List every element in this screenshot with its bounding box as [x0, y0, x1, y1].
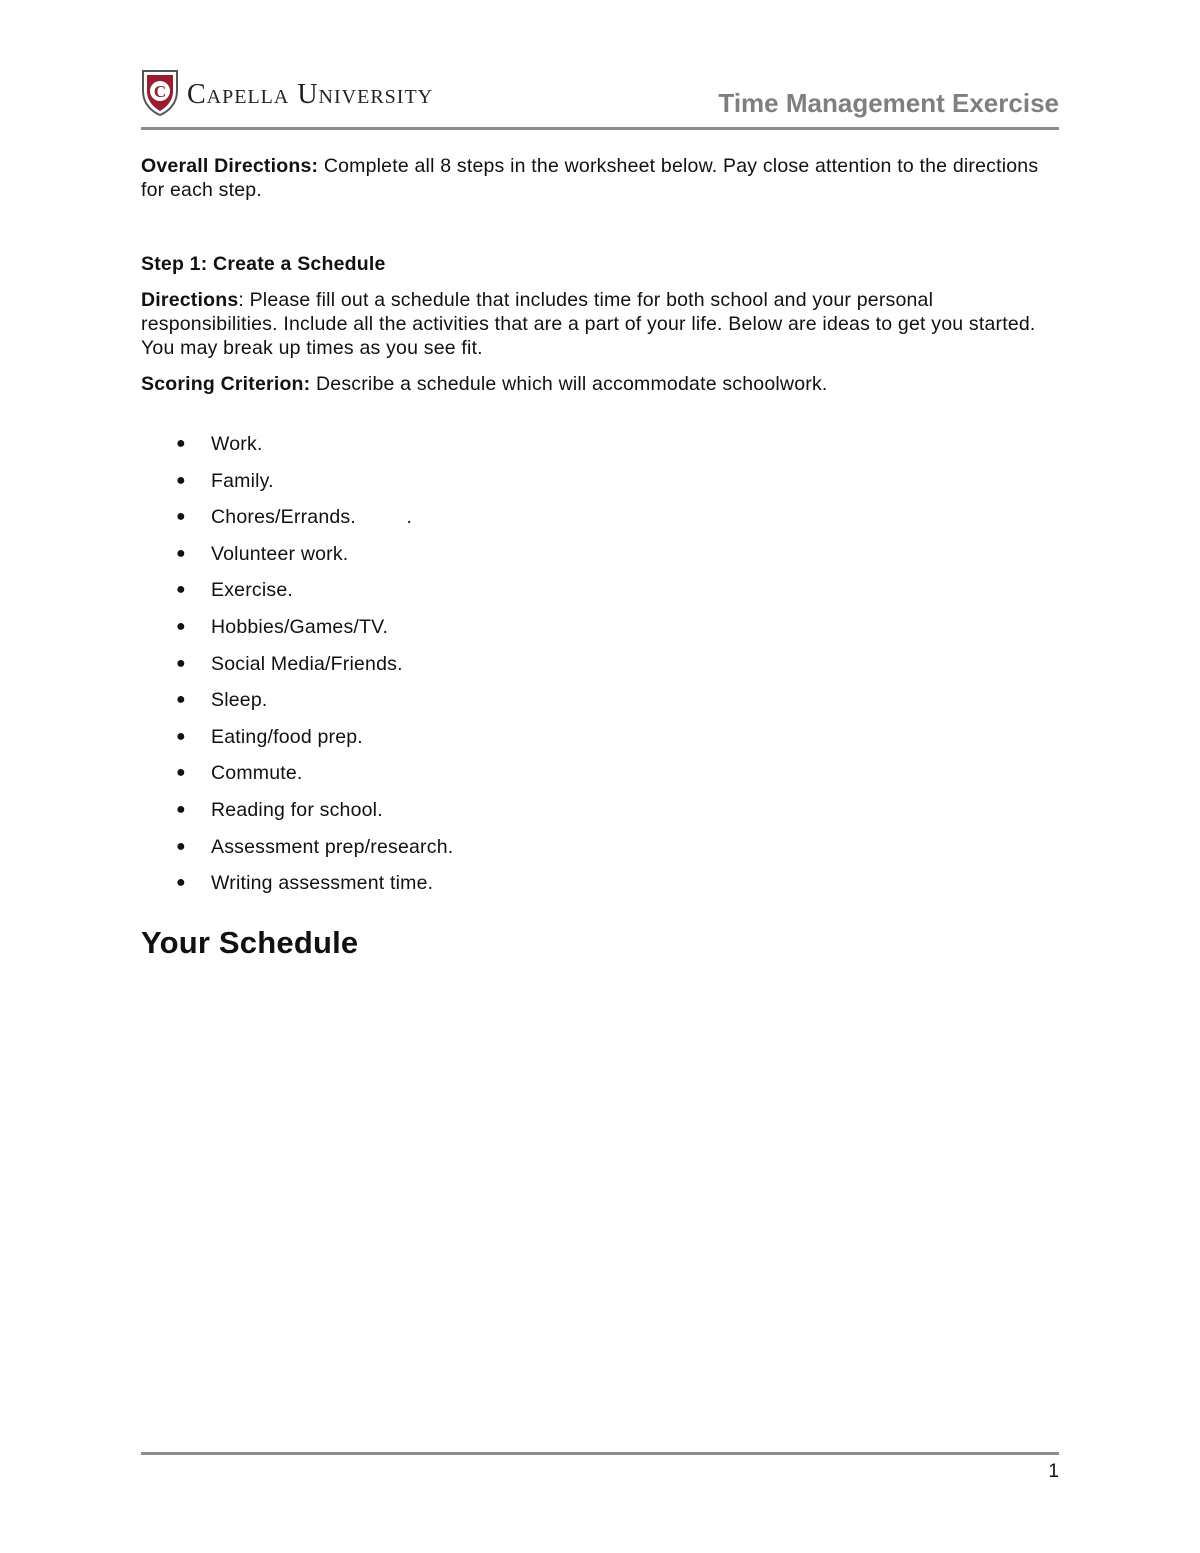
activity-list: [141, 426, 1059, 902]
bullet-icon: ●: [176, 837, 186, 855]
list-item-label: Chores/Errands. .: [211, 506, 413, 529]
directions-label: Directions: [141, 289, 239, 311]
directions-text: : Please fill out a schedule that includes time for both school and your personal responsibilities. Include all the activities that are a part of your life. Below are ideas to get you started. You may break up times as you see fit.: [141, 289, 1036, 359]
bullet-icon: ●: [176, 471, 186, 489]
capella-logo: [141, 68, 433, 118]
bullet-icon: ●: [176, 874, 186, 892]
bullet-icon: ●: [176, 727, 186, 745]
bullet-icon: ●: [176, 544, 186, 562]
list-item-label: Family.: [211, 469, 274, 492]
list-item-label: Exercise.: [211, 579, 293, 602]
list-item: [141, 755, 1059, 792]
list-item: [141, 572, 1059, 609]
document-body: [141, 154, 1059, 961]
list-item: [141, 829, 1059, 866]
list-item-label: Commute.: [211, 762, 303, 785]
bullet-icon: ●: [176, 654, 186, 672]
list-item-label: Volunteer work.: [211, 542, 349, 565]
list-item: [141, 719, 1059, 756]
list-item: [141, 865, 1059, 902]
list-item: [141, 536, 1059, 573]
overall-directions-label: Overall Directions:: [141, 155, 319, 177]
list-item: [141, 646, 1059, 683]
scoring-criterion-label: Scoring Criterion:: [141, 373, 311, 395]
step-1-directions: [141, 288, 1059, 360]
bullet-icon: ●: [176, 764, 186, 782]
university-wordmark: Capella University: [187, 79, 434, 110]
list-item: [141, 463, 1059, 500]
list-item-label: Eating/food prep.: [211, 725, 363, 748]
capella-shield-icon: [141, 69, 179, 117]
bullet-icon: ●: [176, 508, 186, 526]
list-item-label: Hobbies/Games/TV.: [211, 615, 389, 638]
header-divider: [141, 127, 1059, 130]
scoring-criterion-text: Describe a schedule which will accommodate schoolwork.: [310, 373, 828, 395]
step-1-heading: Step 1: Create a Schedule: [141, 253, 386, 275]
list-item-label: Work.: [211, 433, 263, 455]
list-item-label: Sleep.: [211, 689, 268, 712]
list-item: [141, 499, 1059, 536]
list-item-label: Reading for school.: [211, 798, 383, 821]
bullet-icon: ●: [176, 435, 186, 452]
list-item: [141, 426, 1059, 463]
list-item: [141, 682, 1059, 719]
document-title: Time Management Exercise: [718, 88, 1059, 118]
list-item-label: Social Media/Friends.: [211, 652, 403, 675]
list-item-label: Writing assessment time.: [211, 872, 434, 895]
your-schedule-heading: Your Schedule: [141, 924, 359, 960]
footer-divider: [141, 1452, 1059, 1455]
bullet-icon: ●: [176, 617, 186, 635]
page-header: [141, 68, 1059, 130]
svg-text:C: C: [153, 82, 167, 101]
list-item: [141, 792, 1059, 829]
scoring-criterion: [141, 372, 1059, 396]
bullet-icon: ●: [176, 691, 186, 709]
bullet-icon: ●: [176, 581, 186, 599]
list-item: [141, 609, 1059, 646]
overall-directions-text: Complete all 8 steps in the worksheet below. Pay close attention to the directions for each step.: [141, 155, 1039, 201]
page-number: 1: [1048, 1461, 1059, 1482]
list-item-label: Assessment prep/research.: [211, 835, 454, 858]
bullet-icon: ●: [176, 800, 186, 818]
overall-directions: [141, 154, 1059, 202]
